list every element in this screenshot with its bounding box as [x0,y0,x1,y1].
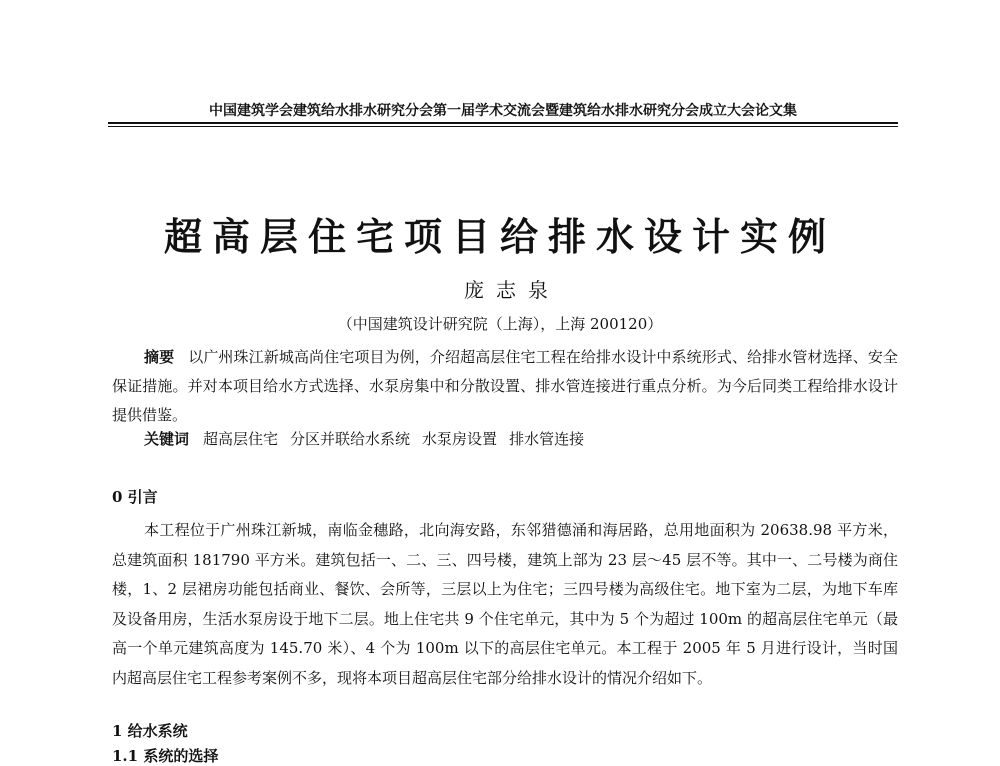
keyword: 分区并联给水系统 [290,430,411,448]
abstract-text: 以广州珠江新城高尚住宅项目为例，介绍超高层住宅工程在给排水设计中系统形式、给排水管材选择、安全保证措施。并对本项目给水方式选择、水泵房集中和分散设置、排水管连接进行重点分析。为今后同类工程给排水设计提供借鉴。 [112,348,898,424]
abstract-label: 摘要 [144,348,175,366]
abstract [112,343,898,430]
keyword: 超高层住宅 [203,430,279,448]
running-header: 中国建筑学会建筑给水排水研究分会第一届学术交流会暨建筑给水排水研究分会成立大会论文集 [209,103,797,119]
keywords [112,427,898,451]
author-affiliation: （中国建筑设计研究院（上海），上海 200120） [337,315,663,333]
keyword: 水泵房设置 [422,430,498,448]
section-heading-water-supply: 1 给水系统 [112,722,188,740]
keywords-label: 关键词 [144,430,190,448]
paper-title: 超高层住宅项目给排水设计实例 [163,214,836,259]
subsection-heading: 1.1 系统的选择 [112,747,219,765]
introduction-paragraph: 本工程位于广州珠江新城，南临金穗路，北向海安路，东邻猎德涌和海居路，总用地面积为 20638.98 平方米，总建筑面积 181790 平方米。建筑包括一、二、三、四号楼，建筑上部为 23 层～45 层不等。其中一、二号楼为商住楼，1、2 层裙房功能包括商业、餐饮、会所等，三层以上为住宅；三四号楼为高级住宅。地下室为二层，为地下车库及设备用房，生活水泵房设于地下二层。地上住宅共 9 个住宅单元，其中为 5 个为超过 100m 的超高层住宅单元（最高一个单元建筑高度为 145.70 米）、4 个为 100m 以下的高层住宅单元。本工程于 2005 年 5 月进行设计，当时国内超高层住宅工程参考案例不多，现将本项目超高层住宅部分给排水设计的情况介绍如下。 [112,521,898,687]
header-rule [108,122,898,124]
keyword: 排水管连接 [509,430,585,448]
header-rule-thin [108,126,898,127]
author-name: 庞志泉 [464,278,560,302]
section-heading-introduction: 0 引言 [112,488,158,506]
